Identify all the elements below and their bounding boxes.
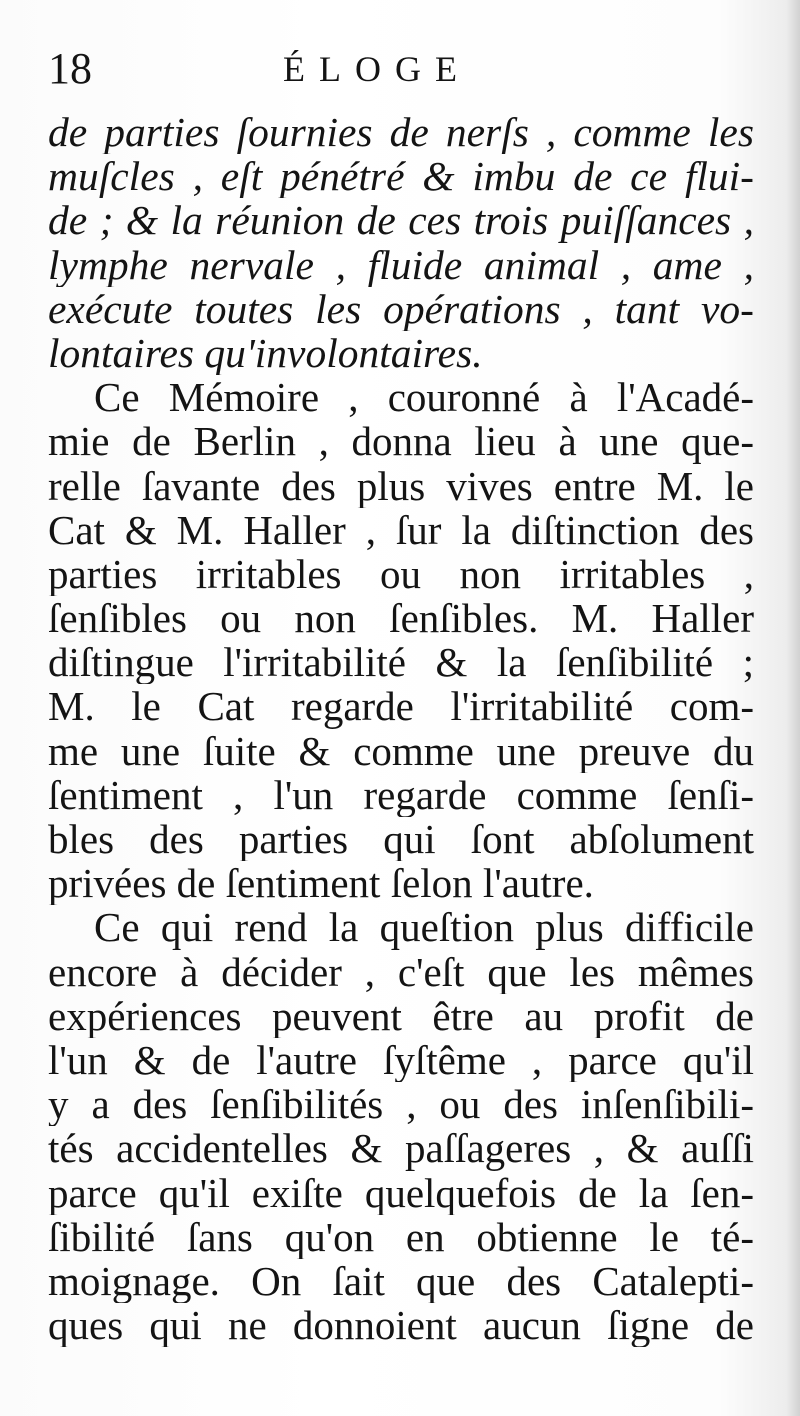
text-line: y a des ſenſibilités , ou des inſenſibili-	[48, 1082, 754, 1127]
text-line: parce qu'il exiſte quelquefois de la ſen-	[48, 1170, 754, 1215]
text-line: de ; & la réunion de ces trois puiſſances ,	[48, 198, 754, 243]
text-line: diſtingue l'irritabilité & la ſenſibilité ;	[48, 640, 754, 685]
text-line: parties irritables ou non irritables ,	[48, 551, 754, 597]
text-line: ques qui ne donnoient aucun ſigne de	[48, 1303, 754, 1348]
text-line: privées de ſentiment ſelon l'autre.	[48, 861, 594, 906]
text-line: muſcles , eſt pénétré & imbu de ce flui-	[48, 154, 754, 199]
text-line: l'un & de l'autre ſyſtême , parce qu'il	[48, 1037, 754, 1083]
text-line: ſibilité ſans qu'on en obtienne le té-	[48, 1214, 754, 1259]
text-line: encore à décider , c'eſt que les mêmes	[48, 949, 754, 994]
text-line: lymphe nervale , fluide animal , ame ,	[48, 242, 754, 287]
page-edge-shadow	[786, 0, 800, 1416]
text-line: mie de Berlin , donna lieu à une que-	[48, 419, 754, 464]
text-line: exécute toutes les opérations , tant vo-	[48, 286, 754, 331]
text-line: Ce Mémoire , couronné à l'Acadé-	[94, 375, 754, 420]
text-line: moignage. On ſait que des Catalepti-	[48, 1258, 754, 1304]
running-title: ÉLOGE	[283, 49, 471, 89]
text-line: ſenſibles ou non ſenſibles. M. Haller	[48, 596, 754, 641]
text-line: Cat & M. Haller , ſur la diſtinction des	[48, 507, 754, 552]
page-header	[48, 44, 748, 94]
text-line: bles des parties qui ſont abſolument	[48, 817, 754, 862]
body-text	[48, 110, 754, 1347]
paragraph-question	[48, 905, 754, 1347]
text-line: expériences peuvent être au profit de	[48, 993, 754, 1038]
text-line: relle ſavante des plus vives entre M. le	[48, 463, 754, 508]
paragraph-memoire	[48, 375, 754, 905]
text-line: lontaires qu'involontaires.	[48, 330, 483, 376]
text-line: me une ſuite & comme une preuve du	[48, 728, 754, 773]
text-line: Ce qui rend la queſtion plus difficile	[94, 905, 754, 950]
text-line: tés accidentelles & paſſageres , & auſſi	[48, 1126, 754, 1171]
text-line: ſentiment , l'un regarde comme ſenſi-	[48, 772, 754, 817]
page-number: 18	[48, 44, 92, 93]
text-line: M. le Cat regarde l'irritabilité com-	[48, 684, 754, 729]
paragraph-italic-continuation	[48, 110, 754, 375]
text-line: de parties ſournies de nerſs , comme les	[48, 110, 754, 155]
